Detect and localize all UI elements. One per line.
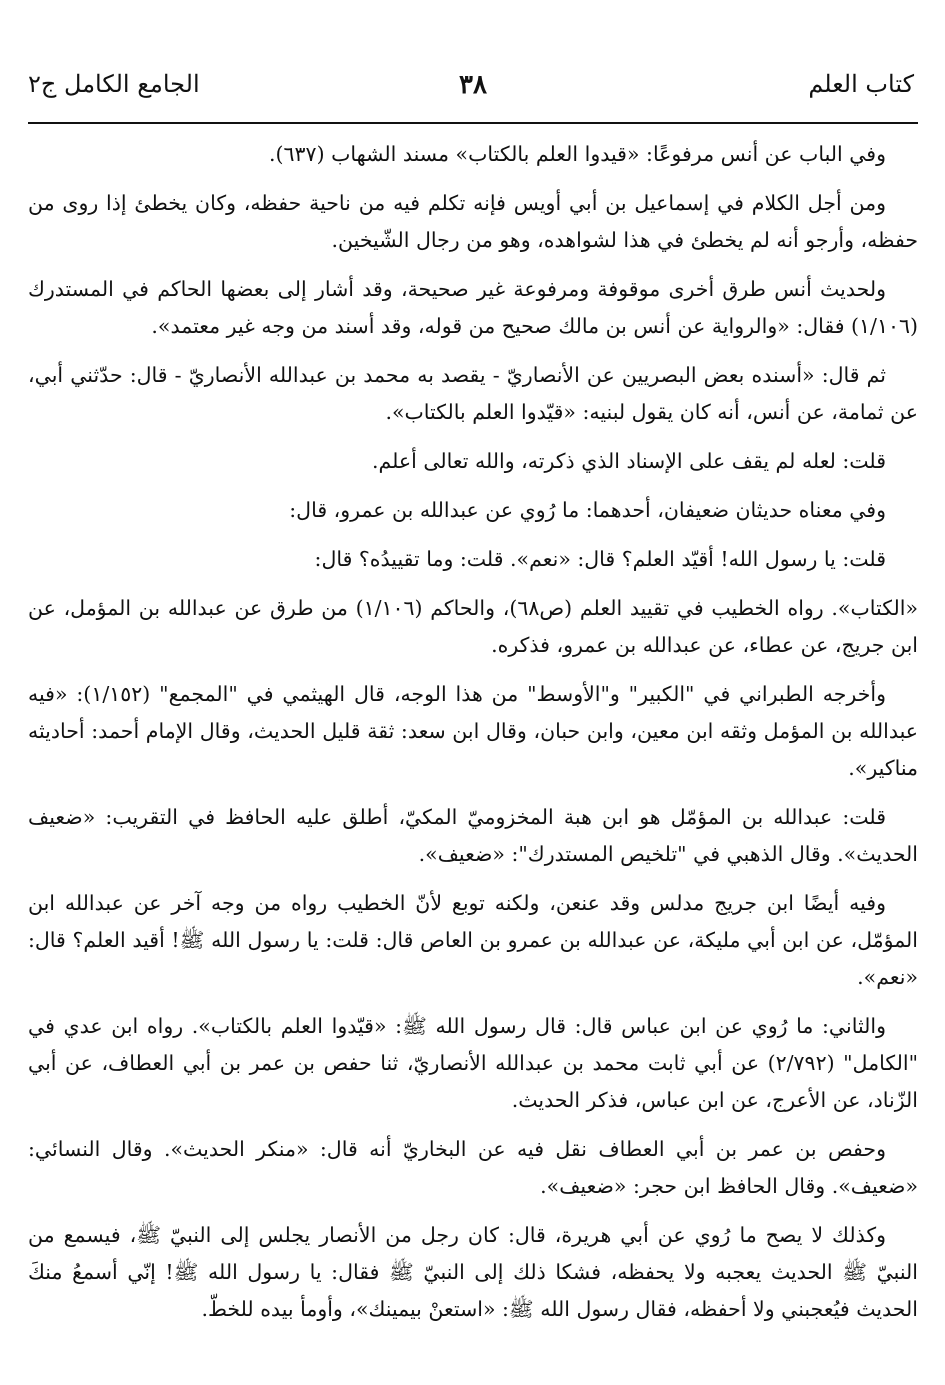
paragraph: ومن أجل الكلام في إسماعيل بن أبي أويس فإنه تكلم فيه من ناحية حفظه، وكان يخطئ إذا روى من حفظه، وأرجو أنه لم يخطئ في هذا لشواهده، وهو من رجال الشّيخين. xyxy=(28,191,918,252)
paragraph: وكذلك لا يصح ما رُوي عن أبي هريرة، قال: كان رجل من الأنصار يجلس إلى النبيّ ﷺ، فيسمع من النبيّ ﷺ الحديث يعجبه ولا يحفظه، فشكا ذلك إلى النبيّ ﷺ فقال: يا رسول الله ﷺ! إنّي أسمعُ منكَ الحديث فيُعجبني ولا أحفظه، فقال رسول الله ﷺ: «استعنْ بيمينك»، وأومأ بيده للخطّ. xyxy=(28,1223,918,1321)
chapter-title: كتاب العلم xyxy=(808,70,914,98)
paragraph: «الكتاب». رواه الخطيب في تقييد العلم (ص٦٨)، والحاكم (١/١٠٦) من طرق عن عبدالله بن المؤمل، عن ابن جريج، عن عطاء، عن عبدالله بن عمرو، فذكره. xyxy=(28,596,919,657)
paragraph: والثاني: ما رُوي عن ابن عباس قال: قال رسول الله ﷺ: «قيّدوا العلم بالكتاب». رواه ابن عدي في "الكامل" (٢/٧٩٢) عن أبي ثابت محمد بن عبدالله الأنصاريّ، ثنا حفص بن عمر بن أبي العطاف، عن أبي الزّناد، عن الأعرج، عن ابن عباس، فذكر الحديث. xyxy=(28,1014,919,1112)
paragraph: وفيه أيضًا ابن جريج مدلس وقد عنعن، ولكنه توبع لأنّ الخطيب رواه من وجه آخر عن عبدالله ابن المؤمّل، عن ابن أبي مليكة، عن عبدالله بن عمرو بن العاص قال: قلت: يا رسول الله ﷺ! أقيد العلم؟ قال: «نعم». xyxy=(28,891,918,989)
header-divider xyxy=(28,122,918,124)
paragraph: ولحديث أنس طرق أخرى موقوفة ومرفوعة غير صحيحة، وقد أشار إلى بعضها الحاكم في المستدرك (١/١٠٦) فقال: «والرواية عن أنس بن مالك صحيح من قوله، وقد أسند من وجه غير معتمد». xyxy=(28,277,918,338)
paragraph: وفي معناه حديثان ضعيفان، أحدهما: ما رُوي عن عبدالله بن عمرو، قال: xyxy=(289,498,886,522)
paragraph: قلت: عبدالله بن المؤمّل هو ابن هبة المخزوميّ المكيّ، أطلق عليه الحافظ في التقريب: «ضعيف الحديث». وقال الذهبي في "تلخيص المستدرك": «ضعيف». xyxy=(28,805,918,866)
paragraph: وحفص بن عمر بن أبي العطاف نقل فيه عن البخاريّ أنه قال: «منكر الحديث». وقال النسائي: «ضعيف». وقال الحافظ ابن حجر: «ضعيف». xyxy=(28,1137,918,1198)
paragraph: قلت: يا رسول الله! أقيّد العلم؟ قال: «نعم». قلت: وما تقييدُه؟ قال: xyxy=(314,547,886,571)
page-number: ٣٨ xyxy=(459,70,487,100)
paragraph: وفي الباب عن أنس مرفوعًا: «قيدوا العلم بالكتاب» مسند الشهاب (٦٣٧). xyxy=(269,142,886,166)
book-title: الجامع الكامل ج٢ xyxy=(28,70,200,98)
paragraph: ثم قال: «أسنده بعض البصريين عن الأنصاريّ - يقصد به محمد بن عبدالله الأنصاريّ - قال: حدّثني أبي، عن ثمامة، عن أنس، أنه كان يقول لبنيه: «قيّدوا العلم بالكتاب». xyxy=(28,363,918,424)
book-page xyxy=(28,0,918,1385)
running-header xyxy=(28,70,918,120)
page-body xyxy=(28,136,918,1340)
paragraph: قلت: لعله لم يقف على الإسناد الذي ذكرته، والله تعالى أعلم. xyxy=(371,449,886,473)
paragraph: وأخرجه الطبراني في "الكبير" و"الأوسط" من هذا الوجه، قال الهيثمي في "المجمع" (١/١٥٢): «فيه عبدالله بن المؤمل وثقه ابن معين، وابن حبان، وقال ابن سعد: ثقة قليل الحديث، وقال الإمام أحمد: أحاديثه مناكير». xyxy=(28,682,918,780)
